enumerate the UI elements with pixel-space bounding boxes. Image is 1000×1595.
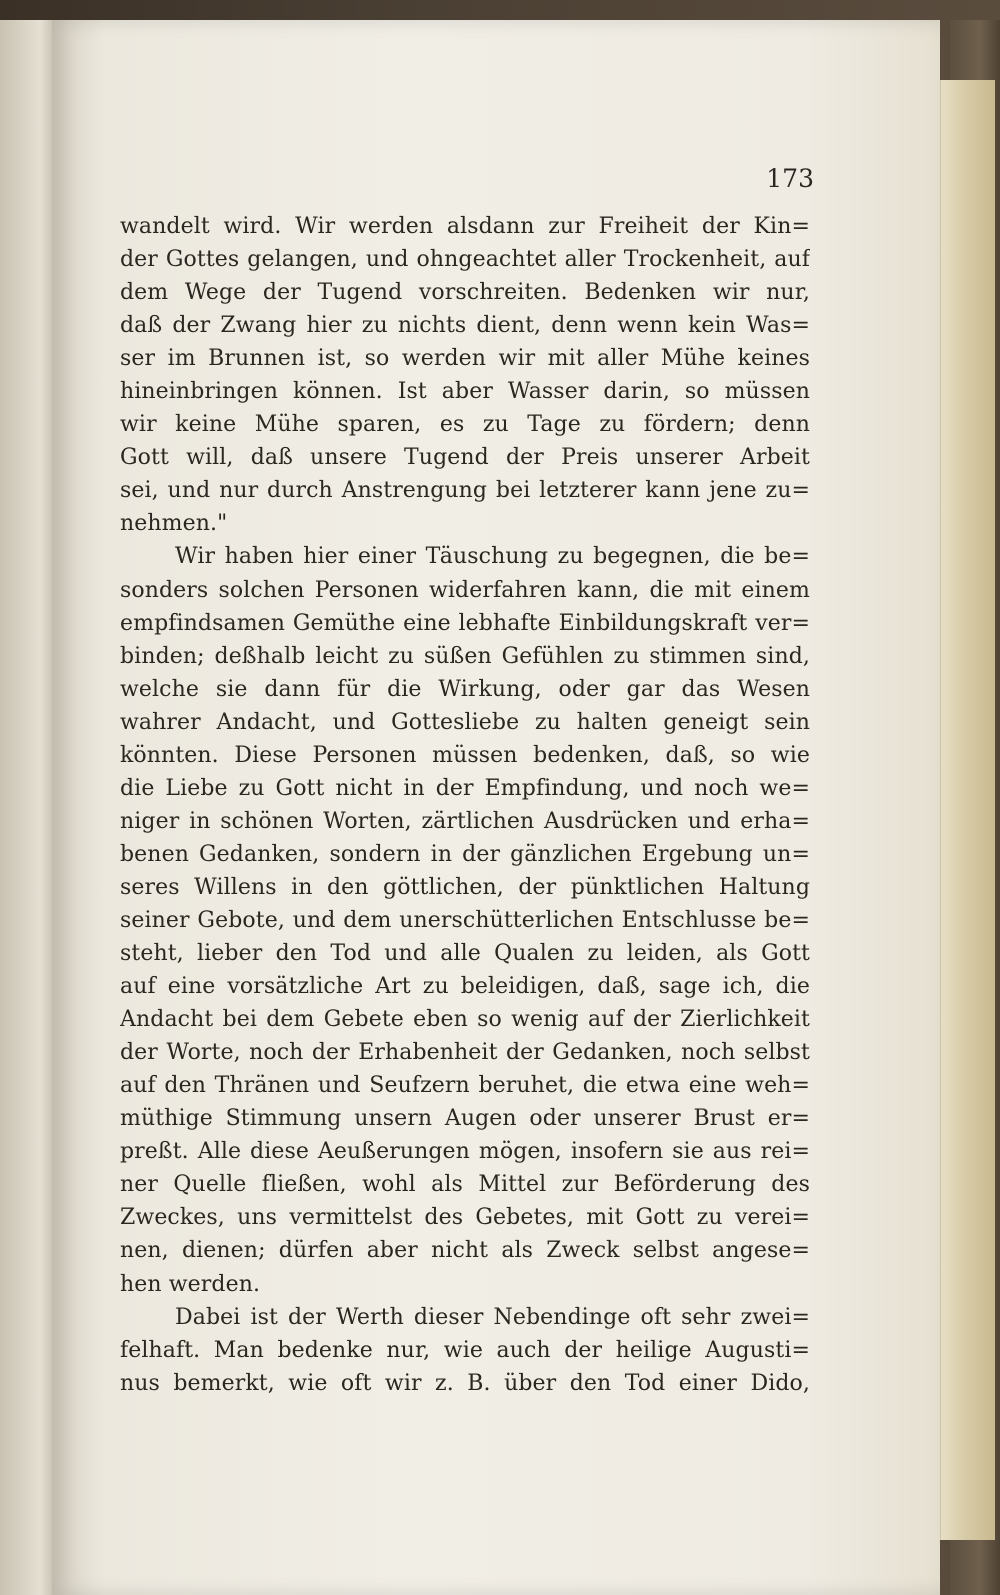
text-line: nen, dienen; dürfen aber nicht als Zweck selbst angese= [120,1238,810,1264]
text-line: Dabei ist der Werth dieser Nebendinge oft sehr zwei= [175,1304,810,1330]
text-line: die Liebe zu Gott nicht in der Empfindung, und noch we= [120,775,810,801]
text-line: steht, lieber den Tod und alle Qualen zu leiden, als Gott [120,941,810,967]
text-line: sei, und nur durch Anstrengung bei letzterer kann jene zu= [120,478,810,504]
text-line: müthige Stimmung unsern Augen oder unserer Brust er= [120,1106,810,1132]
text-line: nehmen." [120,511,228,537]
text-line: auf den Thränen und Seufzern beruhet, die etwa eine weh= [120,1073,810,1099]
text-line: ser im Brunnen ist, so werden wir mit aller Mühe keines [120,346,810,372]
text-line: ner Quelle fließen, wohl als Mittel zur Beförderung des [120,1172,810,1198]
text-line: niger in schönen Worten, zärtlichen Ausdrücken und erha= [120,808,810,834]
text-line: nus bemerkt, wie oft wir z. B. über den Tod einer Dido, [120,1370,810,1396]
text-line: welche sie dann für die Wirkung, oder gar das Wesen [120,676,810,702]
text-line: Andacht bei dem Gebete eben so wenig auf der Zierlichkeit [120,1007,810,1033]
text-line: daß der Zwang hier zu nichts dient, denn wenn kein Was= [120,313,810,339]
text-line: auf eine vorsätzliche Art zu beleidigen, daß, sage ich, die [120,974,810,1000]
text-line: der Worte, noch der Erhabenheit der Gedanken, noch selbst [120,1040,810,1066]
text-line: sonders solchen Personen widerfahren kann, die mit einem [120,577,810,603]
page-stack-edge [940,80,995,1540]
text-line: hineinbringen können. Ist aber Wasser darin, so müssen [120,379,810,405]
text-line: könnten. Diese Personen müssen bedenken, daß, so wie [120,742,810,768]
page-number: 173 [766,164,814,193]
text-line: benen Gedanken, sondern in der gänzlichen Ergebung un= [120,841,810,867]
text-line: wir keine Mühe sparen, es zu Tage zu fördern; denn [120,412,810,438]
text-line: seres Willens in den göttlichen, der pünktlichen Haltung [120,874,810,900]
text-line: felhaft. Man bedenke nur, wie auch der heilige Augusti= [120,1337,810,1363]
text-line: hen werden. [120,1271,261,1297]
previous-page-edge [0,20,58,1595]
page-body-text [120,210,810,1400]
text-line: dem Wege der Tugend vorschreiten. Bedenken wir nur, [120,280,810,306]
text-line: empfindsamen Gemüthe eine lebhafte Einbildungskraft ver= [120,610,810,636]
text-line: preßt. Alle diese Aeußerungen mögen, insofern sie aus rei= [120,1139,810,1165]
text-line: wandelt wird. Wir werden alsdann zur Freiheit der Kin= [120,214,810,239]
text-line: binden; deßhalb leicht zu süßen Gefühlen zu stimmen sind, [120,643,810,669]
text-line: Wir haben hier einer Täuschung zu begegnen, die be= [175,544,810,570]
text-line: seiner Gebote, und dem unerschütterlichen Entschlusse be= [120,907,810,933]
text-line: Zweckes, uns vermittelst des Gebetes, mit Gott zu verei= [120,1205,810,1231]
text-line: wahrer Andacht, und Gottesliebe zu halten geneigt sein [120,709,810,735]
text-line: der Gottes gelangen, und ohngeachtet aller Trockenheit, auf [120,247,810,273]
text-line: Gott will, daß unsere Tugend der Preis unserer Arbeit [120,445,810,471]
